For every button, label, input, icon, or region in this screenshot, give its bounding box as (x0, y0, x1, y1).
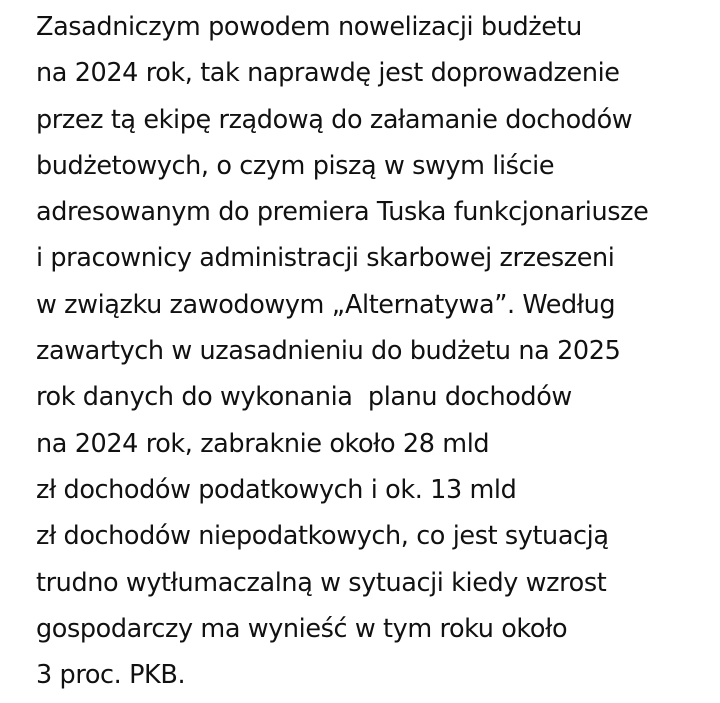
text-line: budżetowych, o czym piszą w swym liście (36, 150, 555, 181)
text-line: zł dochodów podatkowych i ok. 13 mld (36, 474, 517, 505)
text-line: zawartych w uzasadnieniu do budżetu na 2025 (36, 336, 621, 367)
text-line: zł dochodów niepodatkowych, co jest sytuacją (36, 521, 609, 552)
text-line: Zasadniczym powodem nowelizacji budżetu (36, 12, 582, 42)
text-line: gospodarczy ma wynieść w tym roku około (36, 613, 568, 644)
text-line: przez tą ekipę rządową do załamanie dochodów (36, 104, 633, 135)
text-line: 3 proc. PKB. (36, 660, 186, 691)
text-line: rok danych do wykonania planu dochodów (36, 382, 572, 413)
article-text (36, 4, 706, 698)
text-line: adresowanym do premiera Tuska funkcjonariusze (36, 197, 649, 228)
text-line: i pracownicy administracji skarbowej zrzeszeni (36, 243, 615, 274)
text-line: na 2024 rok, tak naprawdę jest doprowadzenie (36, 58, 620, 89)
text-line: trudno wytłumaczalną w sytuacji kiedy wzrost (36, 567, 607, 598)
text-line: w związku zawodowym „Alternatywa”. Według (36, 289, 616, 320)
text-line: na 2024 rok, zabraknie około 28 mld (36, 428, 490, 459)
